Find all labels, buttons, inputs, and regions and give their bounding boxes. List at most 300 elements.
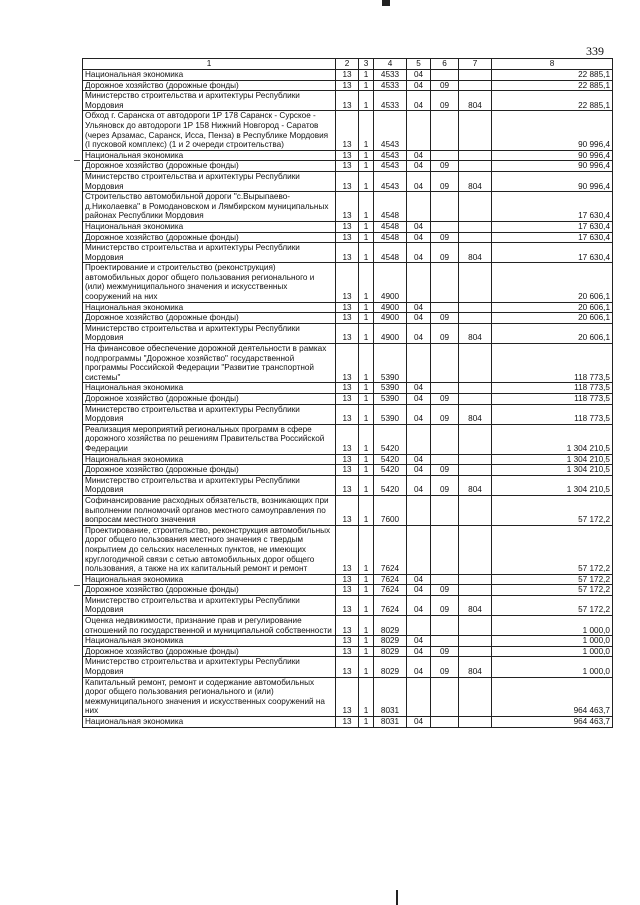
table-row: [83, 171, 613, 191]
row-code-cell: 1: [359, 646, 374, 657]
row-code-cell: [459, 424, 492, 454]
row-code-cell: 8031: [374, 717, 407, 728]
table-row: [83, 161, 613, 172]
row-code-cell: 13: [336, 192, 359, 222]
row-code-cell: 1: [359, 313, 374, 324]
row-code-cell: 09: [431, 465, 459, 476]
row-code-cell: 1: [359, 495, 374, 525]
row-code-cell: 4900: [374, 302, 407, 313]
row-code-cell: 1: [359, 585, 374, 596]
row-amount-cell: 118 773,5: [492, 404, 613, 424]
row-code-cell: 804: [459, 657, 492, 677]
row-code-cell: 4548: [374, 221, 407, 232]
row-code-cell: 09: [431, 585, 459, 596]
row-amount-cell: 17 630,4: [492, 221, 613, 232]
row-code-cell: [407, 677, 431, 716]
row-amount-cell: 22 885,1: [492, 80, 613, 91]
row-code-cell: [407, 111, 431, 150]
row-code-cell: 04: [407, 161, 431, 172]
row-code-cell: 1: [359, 424, 374, 454]
row-code-cell: 1: [359, 574, 374, 585]
row-code-cell: 1: [359, 616, 374, 636]
row-code-cell: [407, 263, 431, 302]
row-amount-cell: 1 304 210,5: [492, 475, 613, 495]
row-code-cell: 04: [407, 80, 431, 91]
row-code-cell: 04: [407, 465, 431, 476]
row-name-cell: Строительство автомобильной дороги "с.Вырыпаево-д.Николаевка" в Ромодановском и Лямбирском муниципальных районах Республики Мордовия: [83, 192, 336, 222]
row-code-cell: [459, 383, 492, 394]
row-code-cell: 8031: [374, 677, 407, 716]
table-body: [83, 70, 613, 728]
row-code-cell: 04: [407, 717, 431, 728]
row-name-cell: Национальная экономика: [83, 302, 336, 313]
row-code-cell: 4548: [374, 192, 407, 222]
row-code-cell: [459, 646, 492, 657]
column-header: 7: [459, 59, 492, 70]
row-code-cell: 8029: [374, 616, 407, 636]
row-code-cell: [431, 111, 459, 150]
row-amount-cell: 57 172,2: [492, 595, 613, 615]
row-code-cell: 804: [459, 171, 492, 191]
row-code-cell: [431, 383, 459, 394]
table-row: [83, 404, 613, 424]
row-code-cell: 04: [407, 171, 431, 191]
row-name-cell: Дорожное хозяйство (дорожные фонды): [83, 465, 336, 476]
row-name-cell: Национальная экономика: [83, 454, 336, 465]
row-code-cell: [407, 344, 431, 383]
row-code-cell: 1: [359, 717, 374, 728]
row-code-cell: [459, 636, 492, 647]
table-row: [83, 475, 613, 495]
row-code-cell: 13: [336, 171, 359, 191]
row-amount-cell: 22 885,1: [492, 70, 613, 81]
row-name-cell: Министерство строительства и архитектуры Республики Мордовия: [83, 243, 336, 263]
row-code-cell: 1: [359, 525, 374, 574]
row-amount-cell: 1 304 210,5: [492, 424, 613, 454]
row-code-cell: [431, 302, 459, 313]
budget-table: [82, 58, 613, 728]
row-code-cell: 1: [359, 243, 374, 263]
row-code-cell: 04: [407, 383, 431, 394]
row-code-cell: 804: [459, 91, 492, 111]
row-code-cell: 04: [407, 323, 431, 343]
row-name-cell: Дорожное хозяйство (дорожные фонды): [83, 646, 336, 657]
column-header: 6: [431, 59, 459, 70]
row-code-cell: 1: [359, 192, 374, 222]
row-code-cell: 13: [336, 595, 359, 615]
row-code-cell: 13: [336, 323, 359, 343]
row-code-cell: [431, 150, 459, 161]
row-code-cell: 8029: [374, 636, 407, 647]
row-code-cell: [459, 495, 492, 525]
column-header: 5: [407, 59, 431, 70]
row-name-cell: Дорожное хозяйство (дорожные фонды): [83, 80, 336, 91]
margin-tick: [74, 585, 80, 586]
row-code-cell: 1: [359, 595, 374, 615]
row-amount-cell: 17 630,4: [492, 192, 613, 222]
row-code-cell: [459, 150, 492, 161]
row-code-cell: [431, 192, 459, 222]
row-code-cell: [459, 394, 492, 405]
row-name-cell: Министерство строительства и архитектуры Республики Мордовия: [83, 657, 336, 677]
row-name-cell: Министерство строительства и архитектуры Республики Мордовия: [83, 404, 336, 424]
row-code-cell: [431, 636, 459, 647]
row-code-cell: [431, 495, 459, 525]
table-row: [83, 263, 613, 302]
row-amount-cell: 90 996,4: [492, 161, 613, 172]
row-code-cell: 09: [431, 243, 459, 263]
row-code-cell: 1: [359, 263, 374, 302]
row-code-cell: 04: [407, 221, 431, 232]
row-code-cell: 1: [359, 404, 374, 424]
row-code-cell: 1: [359, 475, 374, 495]
scan-mark-bottom: [396, 890, 398, 905]
row-code-cell: [459, 161, 492, 172]
row-code-cell: 5420: [374, 424, 407, 454]
row-code-cell: 13: [336, 495, 359, 525]
row-amount-cell: 1 000,0: [492, 657, 613, 677]
row-code-cell: 04: [407, 646, 431, 657]
row-code-cell: 4533: [374, 70, 407, 81]
row-code-cell: 4548: [374, 243, 407, 263]
table-row: [83, 424, 613, 454]
table-row: [83, 717, 613, 728]
table-header-row: [83, 59, 613, 70]
row-code-cell: 09: [431, 80, 459, 91]
row-code-cell: 04: [407, 475, 431, 495]
row-code-cell: 7624: [374, 585, 407, 596]
row-code-cell: 1: [359, 150, 374, 161]
row-code-cell: 804: [459, 323, 492, 343]
row-amount-cell: 118 773,5: [492, 394, 613, 405]
row-code-cell: [431, 424, 459, 454]
row-code-cell: 13: [336, 717, 359, 728]
table-row: [83, 657, 613, 677]
row-code-cell: 09: [431, 646, 459, 657]
table-row: [83, 525, 613, 574]
row-code-cell: [459, 344, 492, 383]
row-code-cell: 09: [431, 91, 459, 111]
row-name-cell: Капитальный ремонт, ремонт и содержание автомобильных дорог общего пользования регионального и (или) межмуниципального значения и искусственных сооружений на них: [83, 677, 336, 716]
row-code-cell: [459, 263, 492, 302]
row-code-cell: [407, 525, 431, 574]
row-name-cell: Проектирование, строительство, реконструкция автомобильных дорог общего пользования местного значения с твердым покрытием до сельских населенных пунктов, не имеющих круглогодичной связи с сетью автомобильных дорог общего пользования, а также на их капитальный ремонт и ремонт: [83, 525, 336, 574]
row-code-cell: 4543: [374, 161, 407, 172]
table-row: [83, 454, 613, 465]
table-row: [83, 646, 613, 657]
row-amount-cell: 1 000,0: [492, 646, 613, 657]
row-code-cell: [459, 111, 492, 150]
row-code-cell: 04: [407, 454, 431, 465]
row-code-cell: 13: [336, 454, 359, 465]
row-code-cell: 1: [359, 111, 374, 150]
row-amount-cell: 57 172,2: [492, 495, 613, 525]
row-code-cell: 5390: [374, 383, 407, 394]
row-code-cell: 13: [336, 383, 359, 394]
row-code-cell: [431, 717, 459, 728]
row-code-cell: 4900: [374, 313, 407, 324]
row-code-cell: 5420: [374, 475, 407, 495]
row-code-cell: 13: [336, 221, 359, 232]
row-code-cell: 7624: [374, 595, 407, 615]
row-code-cell: 09: [431, 323, 459, 343]
row-code-cell: [459, 80, 492, 91]
row-code-cell: 1: [359, 383, 374, 394]
row-code-cell: [459, 302, 492, 313]
row-code-cell: 04: [407, 657, 431, 677]
table-row: [83, 313, 613, 324]
row-code-cell: 04: [407, 394, 431, 405]
row-code-cell: 13: [336, 616, 359, 636]
row-amount-cell: 1 000,0: [492, 636, 613, 647]
row-name-cell: Национальная экономика: [83, 574, 336, 585]
row-code-cell: [431, 70, 459, 81]
row-amount-cell: 1 304 210,5: [492, 454, 613, 465]
row-code-cell: 1: [359, 394, 374, 405]
table-row: [83, 585, 613, 596]
row-code-cell: [431, 221, 459, 232]
row-code-cell: 13: [336, 150, 359, 161]
row-code-cell: [459, 192, 492, 222]
row-amount-cell: 964 463,7: [492, 677, 613, 716]
row-amount-cell: 90 996,4: [492, 111, 613, 150]
margin-tick: [74, 160, 80, 161]
row-code-cell: 5390: [374, 394, 407, 405]
row-name-cell: Дорожное хозяйство (дорожные фонды): [83, 394, 336, 405]
row-amount-cell: 20 606,1: [492, 323, 613, 343]
table-row: [83, 344, 613, 383]
row-amount-cell: 20 606,1: [492, 302, 613, 313]
row-code-cell: 04: [407, 91, 431, 111]
row-code-cell: 13: [336, 394, 359, 405]
row-code-cell: 13: [336, 404, 359, 424]
row-code-cell: 04: [407, 585, 431, 596]
row-name-cell: Национальная экономика: [83, 383, 336, 394]
row-code-cell: 1: [359, 323, 374, 343]
row-code-cell: 1: [359, 454, 374, 465]
row-code-cell: [431, 263, 459, 302]
row-code-cell: 1: [359, 232, 374, 243]
row-amount-cell: 22 885,1: [492, 91, 613, 111]
row-code-cell: 5420: [374, 454, 407, 465]
column-header: 1: [83, 59, 336, 70]
row-code-cell: 1: [359, 677, 374, 716]
row-amount-cell: 1 304 210,5: [492, 465, 613, 476]
table-row: [83, 616, 613, 636]
table-row: [83, 465, 613, 476]
row-code-cell: 4548: [374, 232, 407, 243]
row-name-cell: Дорожное хозяйство (дорожные фонды): [83, 313, 336, 324]
table-row: [83, 111, 613, 150]
row-code-cell: 5390: [374, 344, 407, 383]
row-code-cell: 804: [459, 595, 492, 615]
row-code-cell: 13: [336, 302, 359, 313]
row-code-cell: 4533: [374, 80, 407, 91]
row-amount-cell: 20 606,1: [492, 313, 613, 324]
row-name-cell: Министерство строительства и архитектуры Республики Мордовия: [83, 475, 336, 495]
row-code-cell: 13: [336, 677, 359, 716]
table-row: [83, 595, 613, 615]
row-name-cell: Министерство строительства и архитектуры Республики Мордовия: [83, 323, 336, 343]
row-code-cell: 4533: [374, 91, 407, 111]
row-amount-cell: 964 463,7: [492, 717, 613, 728]
row-name-cell: Проектирование и строительство (реконструкция) автомобильных дорог общего пользования регионального и (или) межмуниципального значения и искусственных сооружений на них: [83, 263, 336, 302]
table-row: [83, 70, 613, 81]
table-row: [83, 91, 613, 111]
row-name-cell: Национальная экономика: [83, 221, 336, 232]
row-code-cell: 13: [336, 585, 359, 596]
row-code-cell: 1: [359, 70, 374, 81]
row-code-cell: [459, 574, 492, 585]
row-code-cell: [459, 585, 492, 596]
row-code-cell: [407, 424, 431, 454]
row-code-cell: 1: [359, 161, 374, 172]
row-code-cell: [459, 70, 492, 81]
table-row: [83, 80, 613, 91]
row-code-cell: [459, 616, 492, 636]
row-code-cell: 1: [359, 171, 374, 191]
row-code-cell: 09: [431, 404, 459, 424]
table-row: [83, 574, 613, 585]
row-code-cell: [459, 232, 492, 243]
row-code-cell: 13: [336, 525, 359, 574]
row-name-cell: Национальная экономика: [83, 150, 336, 161]
row-code-cell: 1: [359, 657, 374, 677]
row-amount-cell: 57 172,2: [492, 585, 613, 596]
row-code-cell: 13: [336, 243, 359, 263]
row-code-cell: 7624: [374, 525, 407, 574]
row-code-cell: 09: [431, 313, 459, 324]
row-code-cell: 09: [431, 657, 459, 677]
table-row: [83, 192, 613, 222]
row-name-cell: Министерство строительства и архитектуры Республики Мордовия: [83, 595, 336, 615]
row-code-cell: 04: [407, 574, 431, 585]
row-amount-cell: 57 172,2: [492, 525, 613, 574]
row-name-cell: Министерство строительства и архитектуры Республики Мордовия: [83, 91, 336, 111]
row-amount-cell: 17 630,4: [492, 243, 613, 263]
table-row: [83, 636, 613, 647]
row-name-cell: Национальная экономика: [83, 717, 336, 728]
row-code-cell: 4543: [374, 171, 407, 191]
table-row: [83, 232, 613, 243]
row-code-cell: 1: [359, 221, 374, 232]
row-code-cell: 804: [459, 404, 492, 424]
row-code-cell: 5420: [374, 465, 407, 476]
row-amount-cell: 17 630,4: [492, 232, 613, 243]
row-code-cell: [459, 313, 492, 324]
row-code-cell: 04: [407, 243, 431, 263]
row-name-cell: Национальная экономика: [83, 636, 336, 647]
table-row: [83, 323, 613, 343]
row-code-cell: 13: [336, 424, 359, 454]
table-row: [83, 221, 613, 232]
row-code-cell: 04: [407, 404, 431, 424]
row-code-cell: 13: [336, 232, 359, 243]
row-code-cell: 13: [336, 70, 359, 81]
table-row: [83, 677, 613, 716]
row-code-cell: 13: [336, 80, 359, 91]
table-row: [83, 383, 613, 394]
row-code-cell: 13: [336, 91, 359, 111]
row-code-cell: [431, 574, 459, 585]
row-code-cell: [407, 192, 431, 222]
row-code-cell: [431, 677, 459, 716]
row-code-cell: 13: [336, 657, 359, 677]
row-code-cell: 1: [359, 344, 374, 383]
row-code-cell: 04: [407, 150, 431, 161]
row-amount-cell: 57 172,2: [492, 574, 613, 585]
row-name-cell: Министерство строительства и архитектуры Республики Мордовия: [83, 171, 336, 191]
table-row: [83, 302, 613, 313]
row-name-cell: Реализация мероприятий региональных программ в сфере дорожного хозяйства по решениям Правительства Российской Федерации: [83, 424, 336, 454]
table-row: [83, 394, 613, 405]
row-code-cell: 1: [359, 636, 374, 647]
row-code-cell: 4543: [374, 111, 407, 150]
table-row: [83, 495, 613, 525]
row-code-cell: 13: [336, 263, 359, 302]
row-amount-cell: 1 000,0: [492, 616, 613, 636]
row-code-cell: 09: [431, 161, 459, 172]
row-name-cell: Софинансирование расходных обязательств, возникающих при выполнении полномочий органов местного самоуправления по вопросам местного значения: [83, 495, 336, 525]
row-code-cell: 1: [359, 465, 374, 476]
row-code-cell: 13: [336, 344, 359, 383]
row-code-cell: 04: [407, 313, 431, 324]
row-code-cell: [459, 454, 492, 465]
row-code-cell: 4900: [374, 323, 407, 343]
row-code-cell: 7624: [374, 574, 407, 585]
row-code-cell: 09: [431, 394, 459, 405]
row-code-cell: 04: [407, 70, 431, 81]
row-name-cell: На финансовое обеспечение дорожной деятельности в рамках подпрограммы "Дорожное хозяйство" государственной программы Российской Федерации "Развитие транспортной системы": [83, 344, 336, 383]
column-header: 4: [374, 59, 407, 70]
row-code-cell: 804: [459, 475, 492, 495]
row-code-cell: 13: [336, 646, 359, 657]
row-code-cell: 4900: [374, 263, 407, 302]
row-code-cell: 1: [359, 80, 374, 91]
row-amount-cell: 90 996,4: [492, 171, 613, 191]
row-code-cell: [459, 221, 492, 232]
row-code-cell: 04: [407, 232, 431, 243]
row-code-cell: [459, 465, 492, 476]
row-code-cell: 13: [336, 574, 359, 585]
row-amount-cell: 20 606,1: [492, 263, 613, 302]
row-code-cell: [407, 495, 431, 525]
row-code-cell: [431, 344, 459, 383]
row-code-cell: 04: [407, 636, 431, 647]
row-code-cell: 7600: [374, 495, 407, 525]
row-code-cell: 804: [459, 243, 492, 263]
table-row: [83, 150, 613, 161]
row-code-cell: 4543: [374, 150, 407, 161]
row-code-cell: [431, 616, 459, 636]
row-code-cell: 13: [336, 313, 359, 324]
row-code-cell: 09: [431, 475, 459, 495]
row-name-cell: Национальная экономика: [83, 70, 336, 81]
row-code-cell: 13: [336, 161, 359, 172]
row-code-cell: [407, 616, 431, 636]
row-name-cell: Дорожное хозяйство (дорожные фонды): [83, 232, 336, 243]
row-code-cell: 04: [407, 302, 431, 313]
row-name-cell: Оценка недвижимости, признание прав и регулирование отношений по государственной и муниципальной собственности: [83, 616, 336, 636]
row-code-cell: [431, 454, 459, 465]
row-code-cell: [459, 717, 492, 728]
row-code-cell: 09: [431, 171, 459, 191]
row-code-cell: 04: [407, 595, 431, 615]
row-code-cell: 09: [431, 232, 459, 243]
row-name-cell: Дорожное хозяйство (дорожные фонды): [83, 161, 336, 172]
row-code-cell: 13: [336, 475, 359, 495]
row-name-cell: Обход г. Саранска от автодороги 1Р 178 Саранск - Сурское - Ульяновск до автодороги 1Р 158 Нижний Новгород - Саратов (через Арзамас, Саранск, Исса, Пенза) в Республике Мордовия (I пусковой комплекс) (1 и 2 очереди строительства): [83, 111, 336, 150]
